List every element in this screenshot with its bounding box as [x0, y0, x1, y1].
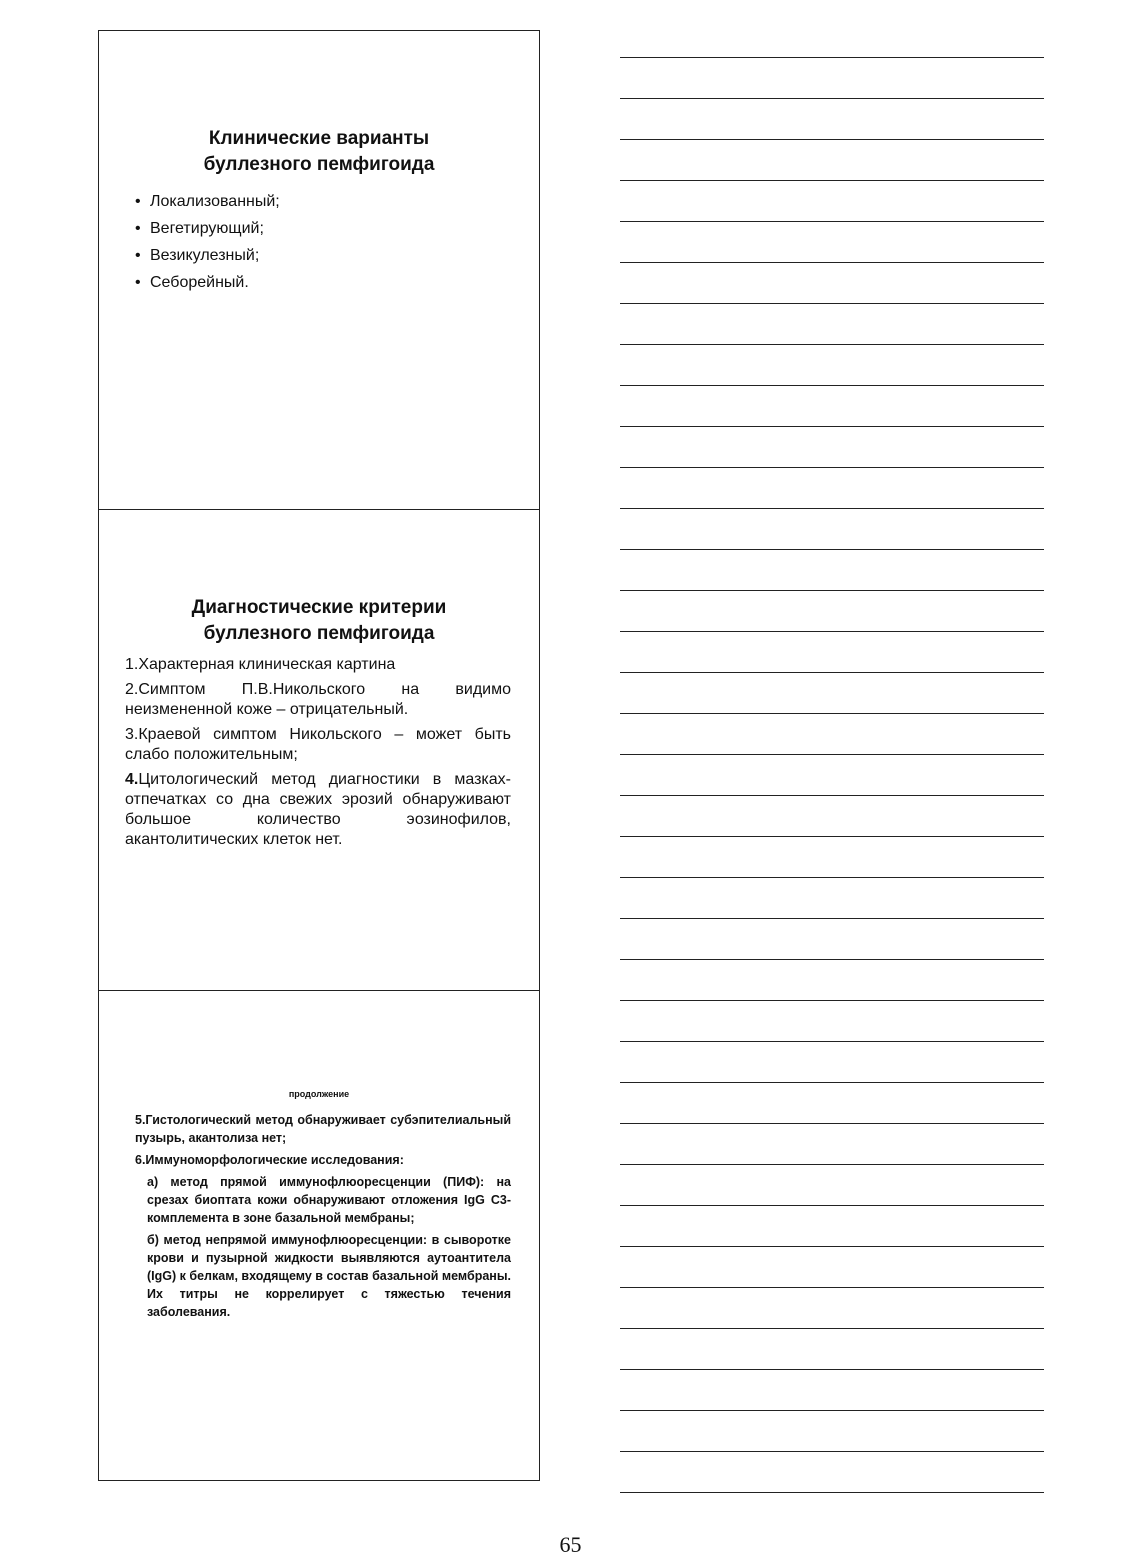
- note-line: [620, 467, 1044, 468]
- note-line: [620, 672, 1044, 673]
- list-item: [125, 725, 511, 765]
- list-item: • Себорейный.: [135, 269, 539, 296]
- note-line: [620, 385, 1044, 386]
- note-line: [620, 221, 1044, 222]
- note-line: [620, 877, 1044, 878]
- variants-list: [135, 188, 539, 296]
- list-item: • Везикулезный;: [135, 242, 539, 269]
- item-text: Характерная клиническая картина: [138, 656, 396, 673]
- slide-title-line-1: Клинические варианты: [208, 128, 430, 149]
- slide-title-line-1: Диагностические критерии: [191, 597, 447, 618]
- slide-title: [99, 126, 539, 178]
- slide-continuation: [98, 991, 540, 1481]
- slide-clinical-variants: [98, 30, 540, 510]
- criteria-list: [125, 655, 511, 850]
- note-line: [620, 918, 1044, 919]
- note-line: [620, 262, 1044, 263]
- item-number: 3.: [125, 726, 139, 743]
- paragraph-immunomorphology: 6.Иммуноморфологические исследования:: [135, 1153, 404, 1167]
- item-text: Симптом П.В.Никольского на видимо неизмененной коже – отрицательный.: [125, 681, 511, 718]
- item-text: Краевой симптом Никольского – может быть слабо положительным;: [125, 726, 511, 763]
- page-number: 65: [559, 1532, 582, 1557]
- list-item: • Вегетирующий;: [135, 215, 539, 242]
- note-line: [620, 1369, 1044, 1370]
- note-line: [620, 98, 1044, 99]
- note-line: [620, 959, 1044, 960]
- note-line: [620, 1410, 1044, 1411]
- note-line: [620, 631, 1044, 632]
- note-line: [620, 549, 1044, 550]
- item-text: Цитологический метод диагностики в мазках-отпечатках со дна свежих эрозий обнаруживают большое количество эозинофилов, акантолитических клеток нет.: [125, 771, 511, 848]
- list-item: [125, 680, 511, 720]
- note-line: [620, 508, 1044, 509]
- paragraph-direct-if: а) метод прямой иммунофлюоресценции (ПИФ): на срезах биоптата кожи обнаруживают отложения IgG C3-комплемента в зоне базальной мембраны;: [147, 1175, 511, 1225]
- slide-subtitle: продолжение: [288, 1089, 350, 1099]
- list-item: • Локализованный;: [135, 188, 539, 215]
- item-number: 1.: [125, 656, 139, 673]
- note-line: [620, 795, 1044, 796]
- note-line: [620, 1492, 1044, 1493]
- note-line: [620, 57, 1044, 58]
- note-line: [620, 1246, 1044, 1247]
- list-item: [125, 770, 511, 850]
- note-line: [620, 303, 1044, 304]
- slide-title: [99, 595, 539, 647]
- slide-title-line-2: буллезного пемфигоида: [203, 623, 435, 644]
- note-line: [620, 344, 1044, 345]
- note-line: [620, 1451, 1044, 1452]
- slide-title-line-2: буллезного пемфигоида: [203, 154, 435, 175]
- note-line: [620, 1328, 1044, 1329]
- item-number: 4.: [125, 771, 139, 788]
- note-line: [620, 713, 1044, 714]
- paragraph-histology: 5.Гистологический метод обнаруживает субэпителиальный пузырь, акантолиза нет;: [135, 1113, 511, 1145]
- slide-body: [135, 1111, 511, 1321]
- list-item: [125, 655, 511, 675]
- note-line: [620, 1041, 1044, 1042]
- note-line: [620, 590, 1044, 591]
- note-line: [620, 1164, 1044, 1165]
- note-line: [620, 1287, 1044, 1288]
- note-line: [620, 1123, 1044, 1124]
- note-line: [620, 180, 1044, 181]
- note-line: [620, 139, 1044, 140]
- note-line: [620, 1000, 1044, 1001]
- note-lines: [620, 0, 1044, 1500]
- paragraph-indirect-if: б) метод непрямой иммунофлюоресценции: в сыворотке крови и пузырной жидкости выявляются аутоантитела (IgG) к белкам, входящему в состав базальной мембраны. Их титры не коррелирует с тяжестью течения заболевания.: [147, 1233, 511, 1319]
- note-line: [620, 1082, 1044, 1083]
- slide-diagnostic-criteria: [98, 510, 540, 991]
- note-line: [620, 1205, 1044, 1206]
- note-line: [620, 836, 1044, 837]
- note-line: [620, 754, 1044, 755]
- item-number: 2.: [125, 681, 139, 698]
- note-line: [620, 426, 1044, 427]
